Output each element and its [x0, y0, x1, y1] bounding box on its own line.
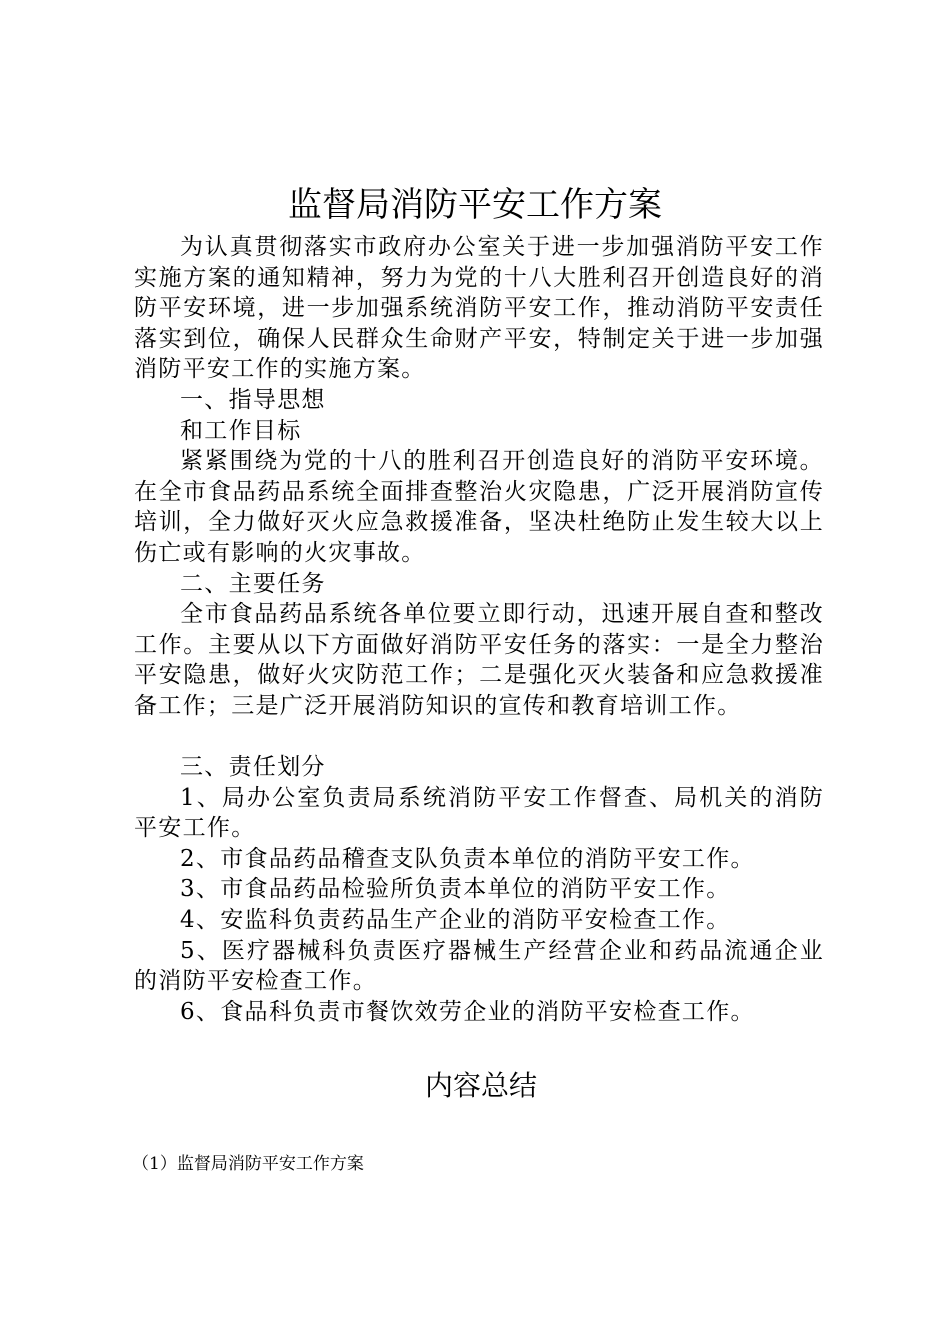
intro-paragraph: 为认真贯彻落实市政府办公室关于进一步加强消防平安工作实施方案的通知精神，努力为党的十八大胜利召开创造良好的消防平安环境，进一步加强系统消防平安工作，推动消防平安责任落实到位，确保人民群众生命财产平安，特制定关于进一步加强消防平安工作的实施方案。: [134, 234, 824, 383]
responsibility-item: 4、安监科负责药品生产企业的消防平安检查工作。: [180, 907, 731, 934]
responsibility-item: 2、市食品药品稽查支队负责本单位的消防平安工作。: [180, 845, 755, 872]
paragraph-spacer: [134, 722, 824, 753]
section-2-heading: 二、主要任务: [180, 570, 326, 597]
document-title: 监督局消防平安工作方案: [288, 185, 662, 225]
section-1-heading: 一、指导思想: [180, 386, 326, 413]
section-3-heading: 三、责任划分: [180, 754, 326, 781]
section-2-paragraph: 全市食品药品系统各单位要立即行动，迅速开展自查和整改工作。主要从以下方面做好消防平安任务的落实：一是全力整治平安隐患，做好火灾防范工作；二是强化灭火装备和应急救援准备工作；三是广泛开展消防知识的宣传和教育培训工作。: [134, 601, 824, 719]
responsibility-item: 3、市食品药品检验所负责本单位的消防平安工作。: [180, 876, 731, 903]
responsibility-item: 6、食品科负责市餐饮效劳企业的消防平安检查工作。: [180, 998, 755, 1025]
section-1-subheading: 和工作目标: [180, 417, 302, 444]
responsibility-item: 1、局办公室负责局系统消防平安工作督查、局机关的消防平安工作。: [134, 784, 824, 842]
section-1-paragraph: 紧紧围绕为党的十八的胜利召开创造良好的消防平安环境。在全市食品药品系统全面排查整治火灾隐患，广泛开展消防宣传培训，全力做好灭火应急救援准备，坚决杜绝防止发生较大以上伤亡或有影响的火灾事故。: [134, 448, 824, 566]
summary-item: （1）监督局消防平安工作方案: [132, 1154, 364, 1174]
document-body: [134, 232, 824, 1027]
summary-title: 内容总结: [424, 1069, 537, 1102]
responsibility-item: 5、医疗器械科负责医疗器械生产经营企业和药品流通企业的消防平安检查工作。: [134, 937, 824, 995]
